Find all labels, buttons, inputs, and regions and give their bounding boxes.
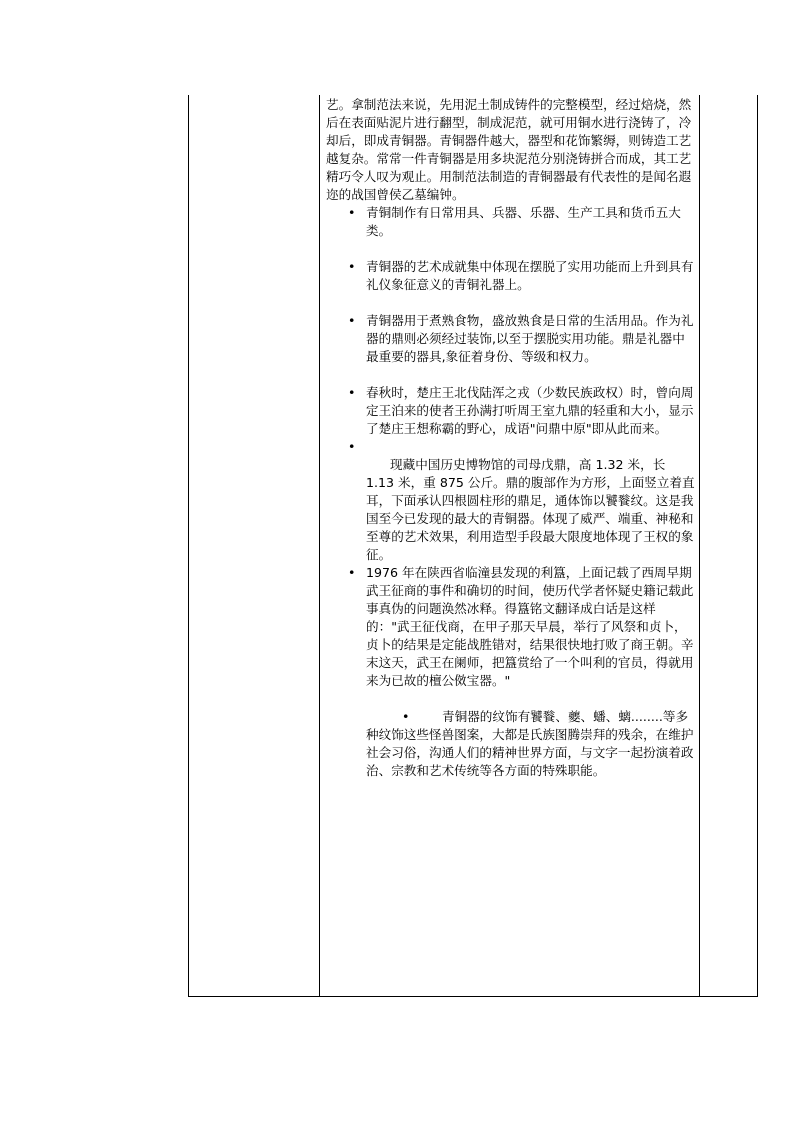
table-border-bottom bbox=[188, 996, 758, 997]
list-item bbox=[326, 204, 696, 240]
bullet-icon: • bbox=[348, 565, 356, 580]
list-item-text: 1976 年在陕西省临潼县发现的利簋，上面记载了西周早期武王征商的事件和确切的时间，使历代学者怀疑史籍记载此事真伪的问题涣然冰释。得簋铭文翻译成白话是这样的："武王征伐商，在甲子那天早晨，举行了风祭和贞卜，贞卜的结果是定能战胜错对，结果很快地打败了商王朝。辛末这天，武王在阑师，把簋赏给了一个叫利的官员，得就用来为已故的檀公傚宝器。" bbox=[366, 565, 694, 688]
list-item bbox=[326, 384, 696, 438]
table-border-left bbox=[188, 95, 189, 997]
bullet-icon: • bbox=[348, 439, 356, 454]
bullet-icon: • bbox=[348, 205, 356, 220]
list-item-text: 青铜器的艺术成就集中体现在摆脱了实用功能而上升到具有礼仪象征意义的青铜礼器上。 bbox=[366, 259, 694, 292]
ornament-paragraph-text: 青铜器的纹饰有饕餮、夔、蟠、螭........等多种纹饰这些怪兽图案，大都是氏族图腾崇拜的残余，在维护社会习俗，沟通人们的精神世界方面，与文字一起扮演着政治、宗教和艺术传统等各方面的特殊职能。 bbox=[366, 709, 694, 778]
list-item-text: 现藏中国历史博物馆的司母戊鼎，高 1.32 米，长 1.13 米，重 875 公斤。鼎的腹部作为方形，上面竖立着直耳，下面承认四根圆柱形的鼎足，通体饰以饕餮纹。这是我国至今已发现的最大的青铜器。体现了威严、端重、神秘和至尊的艺术效果，利用造型手段最大限度地体现了王权的象征。 bbox=[366, 457, 695, 562]
list-item-text bbox=[366, 439, 370, 454]
bullet-list bbox=[326, 204, 696, 690]
list-item-empty bbox=[326, 438, 696, 456]
list-item bbox=[326, 564, 696, 690]
list-item bbox=[326, 258, 696, 294]
bullet-icon: • bbox=[402, 709, 410, 724]
list-item-text: 青铜制作有日常用具、兵器、乐器、生产工具和货币五大类。 bbox=[366, 205, 681, 238]
content-cell bbox=[326, 96, 696, 780]
bullet-icon: • bbox=[348, 259, 356, 274]
list-spacer bbox=[326, 366, 696, 384]
list-spacer bbox=[326, 294, 696, 312]
intro-paragraph: 艺。拿制范法来说，先用泥土制成铸件的完整模型，经过焙烧，然后在表面贴泥片进行翻型，制成泥范，就可用铜水进行浇铸了，冷却后，即成青铜器。青铜器件越大，器型和花饰繁缛，则铸造工艺越复杂。常常一件青铜器是用多块泥范分别浇铸拼合而成，其工艺精巧令人叹为观止。用制范法制造的青铜器最有代表性的是闻名遐迩的战国曾侯乙墓编钟。 bbox=[326, 97, 692, 202]
list-item-text: 春秋时，楚庄王北伐陆浑之戎（少数民族政权）时，曾向周定王泊来的使者王孙满打听周王室九鼎的轻重和大小，显示了楚庄王想称霸的野心，成语"问鼎中原"即从此而来。 bbox=[366, 385, 694, 436]
bullet-icon: • bbox=[348, 385, 356, 400]
table-column-divider-2 bbox=[699, 95, 700, 997]
table-border-right bbox=[757, 95, 758, 997]
list-item-continuation bbox=[326, 456, 696, 564]
table-column-divider-1 bbox=[319, 95, 320, 997]
list-spacer bbox=[326, 240, 696, 258]
ornament-paragraph bbox=[326, 708, 696, 780]
list-item bbox=[326, 312, 696, 366]
bullet-icon: • bbox=[348, 313, 356, 328]
list-item-text: 青铜器用于煮熟食物，盛放熟食是日常的生活用品。作为礼器的鼎则必须经过装饰,以至于摆脱实用功能。鼎是礼器中最重要的器具,象征着身份、等级和权力。 bbox=[366, 313, 694, 364]
